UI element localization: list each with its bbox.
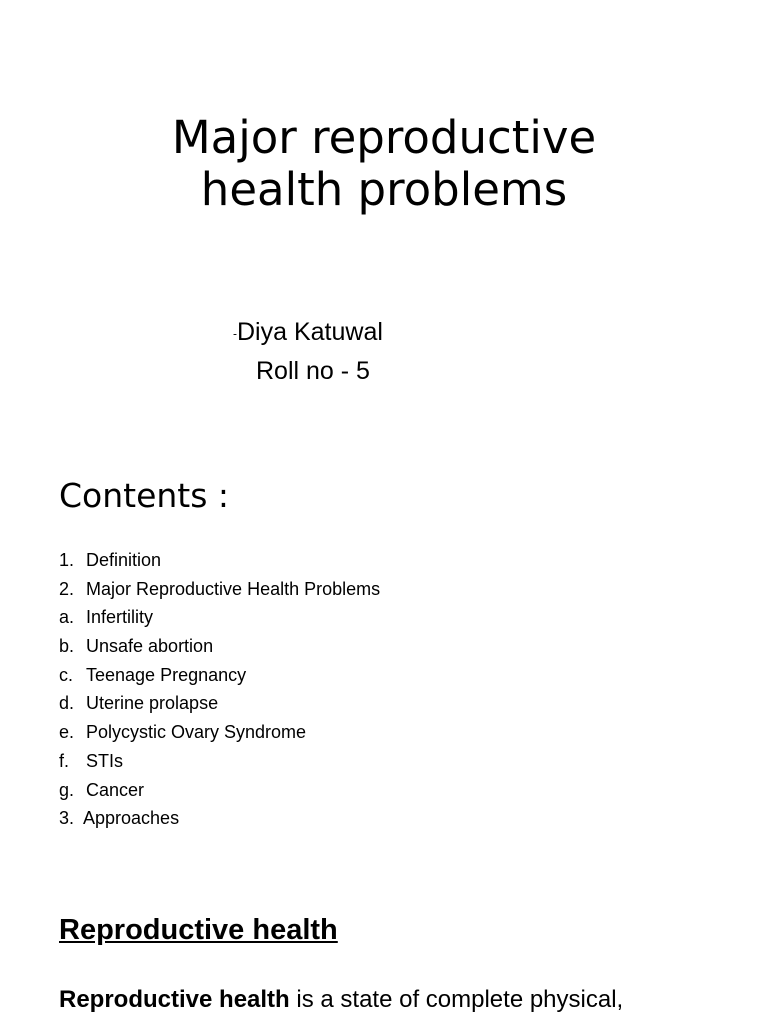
paragraph-bold-term: Reproductive health — [59, 986, 290, 1013]
list-item-text: Polycystic Ovary Syndrome — [86, 722, 307, 743]
list-item-text: Cancer — [86, 779, 145, 800]
list-item-marker: f. — [59, 750, 70, 771]
definition-paragraph — [59, 982, 719, 1018]
list-item-text: Definition — [86, 550, 162, 570]
title-line-1: Major reproductive — [171, 111, 597, 164]
list-item-marker: g. — [59, 779, 75, 800]
list-item-text: Infertility — [86, 607, 154, 628]
list-item — [59, 661, 380, 690]
list-item — [59, 689, 380, 718]
list-item-marker: e. — [59, 722, 75, 743]
roll-number: Roll no - 5 — [256, 357, 370, 385]
list-item-text: STIs — [86, 750, 124, 771]
author-name-text: Diya Katuwal — [237, 318, 383, 346]
list-item-text: Major Reproductive Health Problems — [86, 578, 381, 599]
list-item-text: Unsafe abortion — [86, 636, 214, 657]
list-item — [59, 718, 380, 747]
list-item-text: Uterine prolapse — [86, 693, 219, 714]
author-name — [233, 313, 383, 352]
list-item-marker: a. — [59, 607, 75, 628]
section-heading: Reproductive health — [59, 914, 338, 946]
list-item-marker: 1. — [59, 550, 75, 570]
list-item — [59, 603, 380, 632]
list-item — [59, 804, 380, 833]
contents-heading: Contents : — [59, 476, 230, 515]
list-item — [59, 546, 380, 575]
list-item-marker: c. — [59, 664, 74, 685]
list-item-marker: 3. — [59, 808, 75, 829]
list-item-text: Teenage Pregnancy — [86, 664, 247, 685]
list-item — [59, 632, 380, 661]
list-item-marker: b. — [59, 636, 75, 657]
title-slide-heading — [0, 112, 768, 216]
list-item-marker: d. — [59, 693, 75, 714]
contents-list — [59, 546, 380, 833]
list-item — [59, 776, 380, 805]
paragraph-text: is a state of complete physical, — [289, 986, 624, 1013]
list-item-marker: 2. — [59, 578, 75, 599]
title-line-2: health problems — [200, 163, 568, 216]
list-item — [59, 575, 380, 604]
list-item-text: Approaches — [83, 808, 180, 829]
author-dash: - — [233, 326, 237, 341]
list-item — [59, 747, 380, 776]
